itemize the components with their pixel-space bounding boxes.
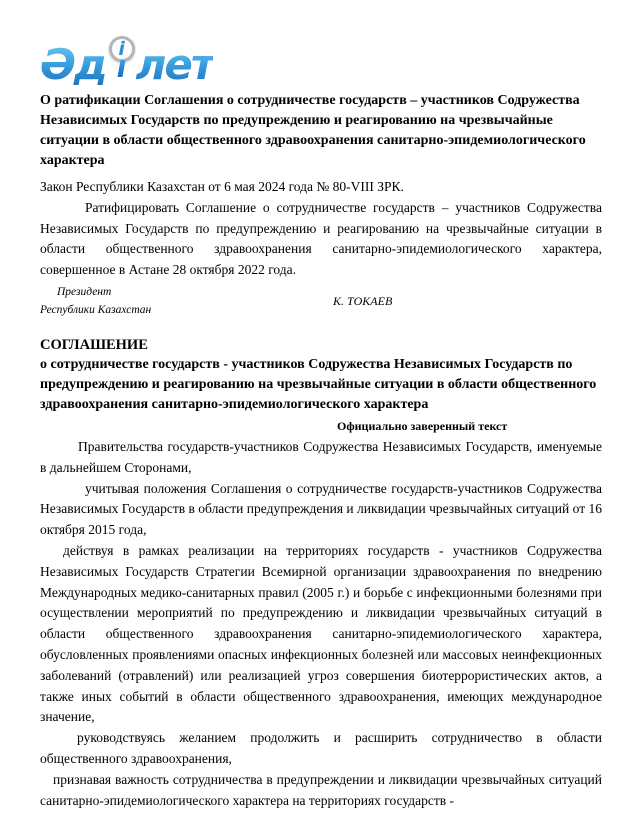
preamble-paragraph-parties: Правительства государств-участников Содружества Независимых Государств, именуемые в дальнейшем Сторонами,: [40, 438, 602, 475]
signer-position-line2: Республики Казахстан: [40, 303, 152, 316]
preamble-paragraph-considering: учитывая положения Соглашения о сотрудничестве государств-участников Содружества Независимых Государств в области предупреждения и ликвидации чрезвычайных ситуаций от 16 октября 2015 года,: [40, 480, 602, 538]
logo-text-left: Әд: [40, 40, 106, 89]
logo-text-right: лет: [135, 40, 214, 89]
preamble-paragraph-recognizing: признавая важность сотрудничества в предупреждении и ликвидации чрезвычайных ситуаций санитарно-эпидемиологического характера на территориях государств -: [40, 771, 602, 808]
ratification-paragraph: Ратифицировать Соглашение о сотрудничестве государств – участников Содружества Независимых Государств по предупреждению и реагированию на чрезвычайные ситуации в области общественного здравоохранения санитарно-эпидемиологического характера, совершенное в Астане 28 октября 2022 года.: [40, 199, 602, 278]
logo-letter-i-stem: [117, 60, 125, 77]
adilet-logo: [40, 36, 602, 89]
signer-position-line1: Президент: [57, 285, 112, 298]
logo-letter-i: і: [118, 38, 125, 60]
law-reference-line: Закон Республики Казахстан от 6 мая 2024 года № 80-VIII ЗРК.: [40, 179, 404, 194]
agreement-preamble: [40, 437, 602, 811]
preamble-paragraph-guided: руководствуясь желанием продолжить и расширить сотрудничество в области общественного здравоохранения,: [40, 730, 602, 766]
document-title: О ратификации Соглашения о сотрудничестве государств – участников Содружества Независимых Государств по предупреждению и реагированию на чрезвычайные ситуации в области общественного здравоохранения санитарно-эпидемиологического характера: [40, 93, 586, 168]
signer-name: К. ТОКАЕВ: [333, 293, 393, 308]
preamble-paragraph-acting: действуя в рамках реализации на территориях государств - участников Содружества Независимых Государств Стратегии Всемирной организации здравоохранения по внедрению Международных медико-санитарных правил (2005 г.) и борьбе с инфекционными болезнями при осуществлении мероприятий по предупреждению и ликвидации чрезвычайных ситуаций в области общественного здравоохранения санитарно-эпидемиологического характера, обусловленных проявлениями опасных инфекционных болезней или массовых неинфекционных заболеваний (отравлений) или реализацией угроз совершения биотеррористических актов, а также иных событий в области общественного здравоохранения, имеющих международное значение,: [40, 542, 602, 725]
certified-text-note: Официально заверенный текст: [337, 418, 508, 433]
signature-block: [40, 283, 602, 321]
agreement-heading: СОГЛАШЕНИЕ: [40, 336, 148, 353]
agreement-subtitle: о сотрудничестве государств - участников Содружества Независимых Государств по предупреждению и реагированию на чрезвычайные ситуации в области общественного здравоохранения санитарно-эпидемиологического характера: [40, 356, 597, 412]
magnifier-icon: [109, 36, 135, 62]
